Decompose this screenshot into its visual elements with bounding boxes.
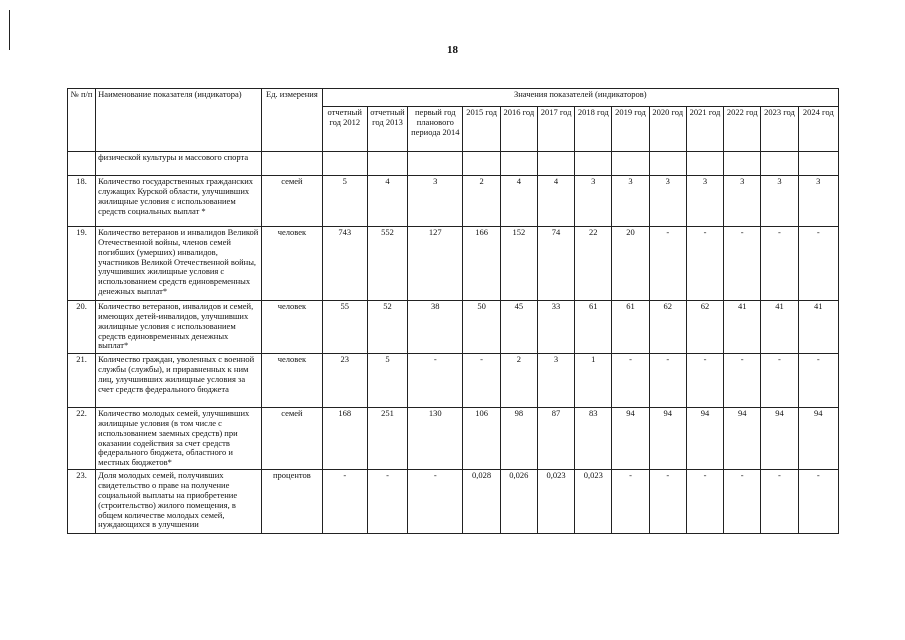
value-cell: -: [761, 354, 798, 408]
value-cell: [612, 152, 649, 176]
row-number: 20.: [68, 301, 96, 354]
value-cell: -: [408, 354, 463, 408]
value-cell: 3: [408, 176, 463, 227]
value-cell: 50: [463, 301, 500, 354]
value-cell: -: [649, 470, 686, 534]
unit-cell: человек: [262, 354, 322, 408]
value-cell: 94: [724, 408, 761, 470]
value-cell: 2: [500, 354, 537, 408]
value-cell: 2: [463, 176, 500, 227]
value-cell: 98: [500, 408, 537, 470]
value-cell: -: [686, 227, 723, 301]
value-cell: [761, 152, 798, 176]
value-cell: 55: [322, 301, 367, 354]
header-year: 2019 год: [612, 106, 649, 151]
value-cell: 3: [686, 176, 723, 227]
table-row: [68, 408, 839, 470]
value-cell: 20: [612, 227, 649, 301]
value-cell: -: [686, 470, 723, 534]
value-cell: 4: [367, 176, 407, 227]
value-cell: -: [724, 354, 761, 408]
value-cell: [463, 152, 500, 176]
indicator-name: Количество государственных гражданских служащих Курской области, улучшивших жилищные условия с использованием средств социальных выплат *: [96, 176, 262, 227]
value-cell: 3: [537, 354, 574, 408]
header-num: № п/п: [68, 89, 96, 152]
value-cell: -: [649, 227, 686, 301]
value-cell: 94: [612, 408, 649, 470]
header-year: первый год планового периода 2014: [408, 106, 463, 151]
indicator-name: Количество молодых семей, улучшивших жилищные условия (в том числе с использованием заемных средств) при оказании содействия за счет средств федерального бюджета, областного и местных бюджетов*: [96, 408, 262, 470]
value-cell: 94: [761, 408, 798, 470]
value-cell: 3: [649, 176, 686, 227]
value-cell: -: [761, 470, 798, 534]
header-values-group: Значения показателей (индикаторов): [322, 89, 838, 107]
value-cell: 251: [367, 408, 407, 470]
header-year: 2018 год: [575, 106, 612, 151]
value-cell: [367, 152, 407, 176]
indicator-name: Доля молодых семей, получивших свидетельство о праве на получение социальной выплаты на приобретение (строительство) жилого помещения, в общем количестве молодых семей, нуждающихся в улучшении: [96, 470, 262, 534]
table-row: [68, 227, 839, 301]
header-year: 2024 год: [798, 106, 838, 151]
indicators-table: [67, 88, 839, 534]
value-cell: 0,023: [537, 470, 574, 534]
indicator-name: Количество граждан, уволенных с военной службы (службы), и приравненных к ним лиц, улучшивших жилищные условия за счет средств федерального бюджета: [96, 354, 262, 408]
value-cell: -: [463, 354, 500, 408]
table-row: [68, 354, 839, 408]
header-row-1: [68, 89, 839, 107]
row-number: [68, 152, 96, 176]
value-cell: 94: [686, 408, 723, 470]
value-cell: 127: [408, 227, 463, 301]
value-cell: 41: [761, 301, 798, 354]
value-cell: -: [686, 354, 723, 408]
table-row: [68, 470, 839, 534]
value-cell: [500, 152, 537, 176]
value-cell: 152: [500, 227, 537, 301]
header-year: отчетный год 2013: [367, 106, 407, 151]
value-cell: -: [367, 470, 407, 534]
value-cell: [649, 152, 686, 176]
value-cell: -: [649, 354, 686, 408]
table-row: [68, 176, 839, 227]
header-year: отчетный год 2012: [322, 106, 367, 151]
value-cell: 106: [463, 408, 500, 470]
unit-cell: [262, 152, 322, 176]
row-number: 22.: [68, 408, 96, 470]
value-cell: [575, 152, 612, 176]
value-cell: 62: [686, 301, 723, 354]
value-cell: 3: [575, 176, 612, 227]
value-cell: [322, 152, 367, 176]
row-number: 21.: [68, 354, 96, 408]
value-cell: 166: [463, 227, 500, 301]
value-cell: -: [612, 354, 649, 408]
unit-cell: процентов: [262, 470, 322, 534]
header-year: 2021 год: [686, 106, 723, 151]
value-cell: 0,023: [575, 470, 612, 534]
value-cell: 743: [322, 227, 367, 301]
value-cell: 87: [537, 408, 574, 470]
header-year: 2023 год: [761, 106, 798, 151]
table-body: [68, 152, 839, 534]
row-number: 19.: [68, 227, 96, 301]
value-cell: 52: [367, 301, 407, 354]
row-number: 23.: [68, 470, 96, 534]
unit-cell: человек: [262, 227, 322, 301]
value-cell: -: [612, 470, 649, 534]
indicator-name: Количество ветеранов, инвалидов и семей, имеющих детей-инвалидов, улучшивших жилищные условия с использованием средств единовременных денежных выплат*: [96, 301, 262, 354]
value-cell: 61: [575, 301, 612, 354]
value-cell: -: [798, 354, 838, 408]
value-cell: -: [724, 470, 761, 534]
unit-cell: человек: [262, 301, 322, 354]
value-cell: 23: [322, 354, 367, 408]
table-row: [68, 152, 839, 176]
value-cell: 552: [367, 227, 407, 301]
value-cell: -: [761, 227, 798, 301]
value-cell: 3: [612, 176, 649, 227]
value-cell: 83: [575, 408, 612, 470]
value-cell: 168: [322, 408, 367, 470]
value-cell: 41: [724, 301, 761, 354]
value-cell: 22: [575, 227, 612, 301]
unit-cell: семей: [262, 408, 322, 470]
value-cell: 3: [761, 176, 798, 227]
value-cell: 94: [649, 408, 686, 470]
header-year: 2015 год: [463, 106, 500, 151]
value-cell: -: [408, 470, 463, 534]
value-cell: 74: [537, 227, 574, 301]
header-year: 2016 год: [500, 106, 537, 151]
header-year: 2022 год: [724, 106, 761, 151]
value-cell: [537, 152, 574, 176]
indicator-name: физической культуры и массового спорта: [96, 152, 262, 176]
value-cell: 4: [537, 176, 574, 227]
value-cell: 33: [537, 301, 574, 354]
indicator-name: Количество ветеранов и инвалидов Великой Отечественной войны, членов семей погибших (умерших) инвалидов, участников Великой Отечественной войны, улучшивших жилищные условия с использованием средств единовременных денежных выплат*: [96, 227, 262, 301]
value-cell: -: [724, 227, 761, 301]
value-cell: 4: [500, 176, 537, 227]
value-cell: 5: [367, 354, 407, 408]
value-cell: [798, 152, 838, 176]
value-cell: 0,028: [463, 470, 500, 534]
value-cell: [724, 152, 761, 176]
value-cell: -: [322, 470, 367, 534]
header-name: Наименование показателя (индикатора): [96, 89, 262, 152]
value-cell: 0,026: [500, 470, 537, 534]
value-cell: -: [798, 227, 838, 301]
header-year: 2017 год: [537, 106, 574, 151]
value-cell: 94: [798, 408, 838, 470]
value-cell: 1: [575, 354, 612, 408]
value-cell: 5: [322, 176, 367, 227]
value-cell: 41: [798, 301, 838, 354]
row-number: 18.: [68, 176, 96, 227]
header-year: 2020 год: [649, 106, 686, 151]
value-cell: 61: [612, 301, 649, 354]
table-row: [68, 301, 839, 354]
value-cell: 38: [408, 301, 463, 354]
value-cell: 45: [500, 301, 537, 354]
unit-cell: семей: [262, 176, 322, 227]
value-cell: 3: [798, 176, 838, 227]
value-cell: 3: [724, 176, 761, 227]
header-unit: Ед. измерения: [262, 89, 322, 152]
value-cell: 130: [408, 408, 463, 470]
value-cell: [686, 152, 723, 176]
page-number: 18: [447, 44, 458, 56]
value-cell: -: [798, 470, 838, 534]
value-cell: 62: [649, 301, 686, 354]
value-cell: [408, 152, 463, 176]
